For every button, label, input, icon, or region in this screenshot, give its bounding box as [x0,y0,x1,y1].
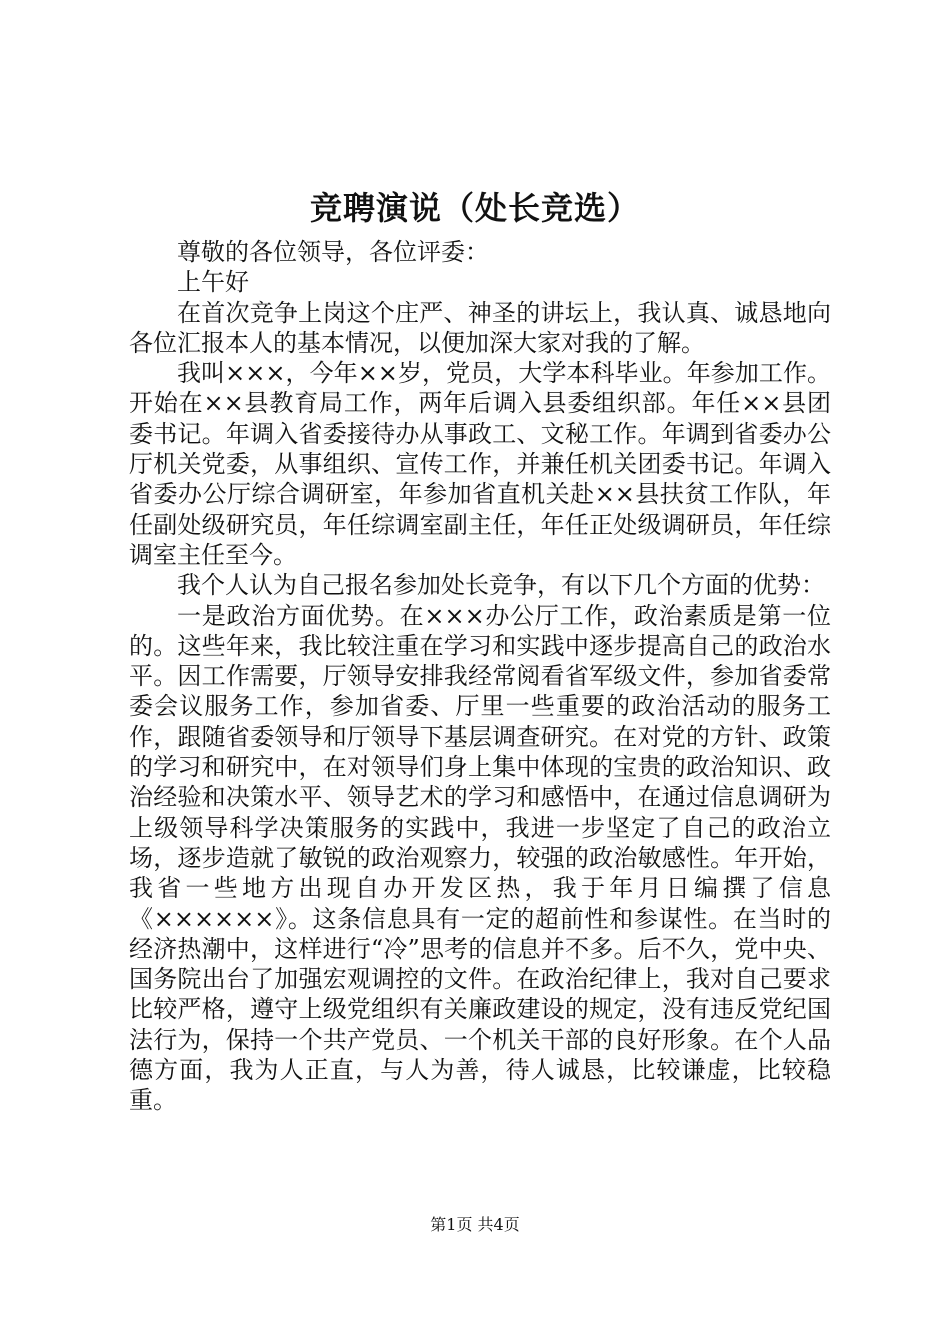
page-footer: 第1页 共4页 [430,1215,520,1234]
intro-paragraph: 在首次竞争上岗这个庄严、神圣的讲坛上，我认真、诚恳地向各位汇报本人的基本情况，以便加深大家对我的了解。 [129,298,831,357]
salutation-paragraph: 尊敬的各位领导，各位评委： [177,238,489,266]
document-title: 竞聘演说（处长竞选） [309,189,640,227]
background-paragraph: 我叫×××，今年××岁，党员，大学本科毕业。年参加工作。开始在××县教育局工作，两年后调入县委组织部。年任××县团委书记。年调入省委接待办从事政工、文秘工作。年调到省委办公厅机关党委，从事组织、宣传工作，并兼任机关团委书记。年调入省委办公厅综合调研室，年参加省直机关赴××县扶贫工作队，年任副处级研究员，年任综调室副主任，年任正处级调研员，年任综调室主任至今。 [129,359,831,569]
greeting-paragraph: 上午好 [177,268,249,297]
political-advantage-paragraph: 一是政治方面优势。在×××办公厅工作，政治素质是第一位的。这些年来，我比较注重在学习和实践中逐步提高自己的政治水平。因工作需要，厅领导安排我经常阅看省军级文件，参加省委常委会议服务工作，参加省委、厅里一些重要的政治活动的服务工作，跟随省委领导和厅领导下基层调查研究。在对党的方针、政策的学习和研究中，在对领导们身上集中体现的宝贵的政治知识、政治经验和决策水平、领导艺术的学习和感悟中，在通过信息调研为上级领导科学决策服务的实践中，我进一步坚定了自己的政治立场，逐步造就了敏锐的政治观察力，较强的政治敏感性。年开始，我省一些地方出现自办开发区热，我于年月日编撰了信息《××××××》。这条信息具有一定的超前性和参谋性。在当时的经济热潮中，这样进行“冷”思考的信息并不多。后不久，党中央、国务院出台了加强宏观调控的文件。在政治纪律上，我对自己要求比较严格，遵守上级党组织有关廉政建设的规定，没有违反党纪国法行为，保持一个共产党员、一个机关干部的良好形象。在个人品德方面，我为人正直，与人为善，待人诚恳，比较谦虚，比较稳重。 [129,601,831,1115]
document-body [129,237,831,1116]
advantages-intro-paragraph: 我个人认为自己报名参加处长竞争，有以下几个方面的优势： [177,571,825,600]
